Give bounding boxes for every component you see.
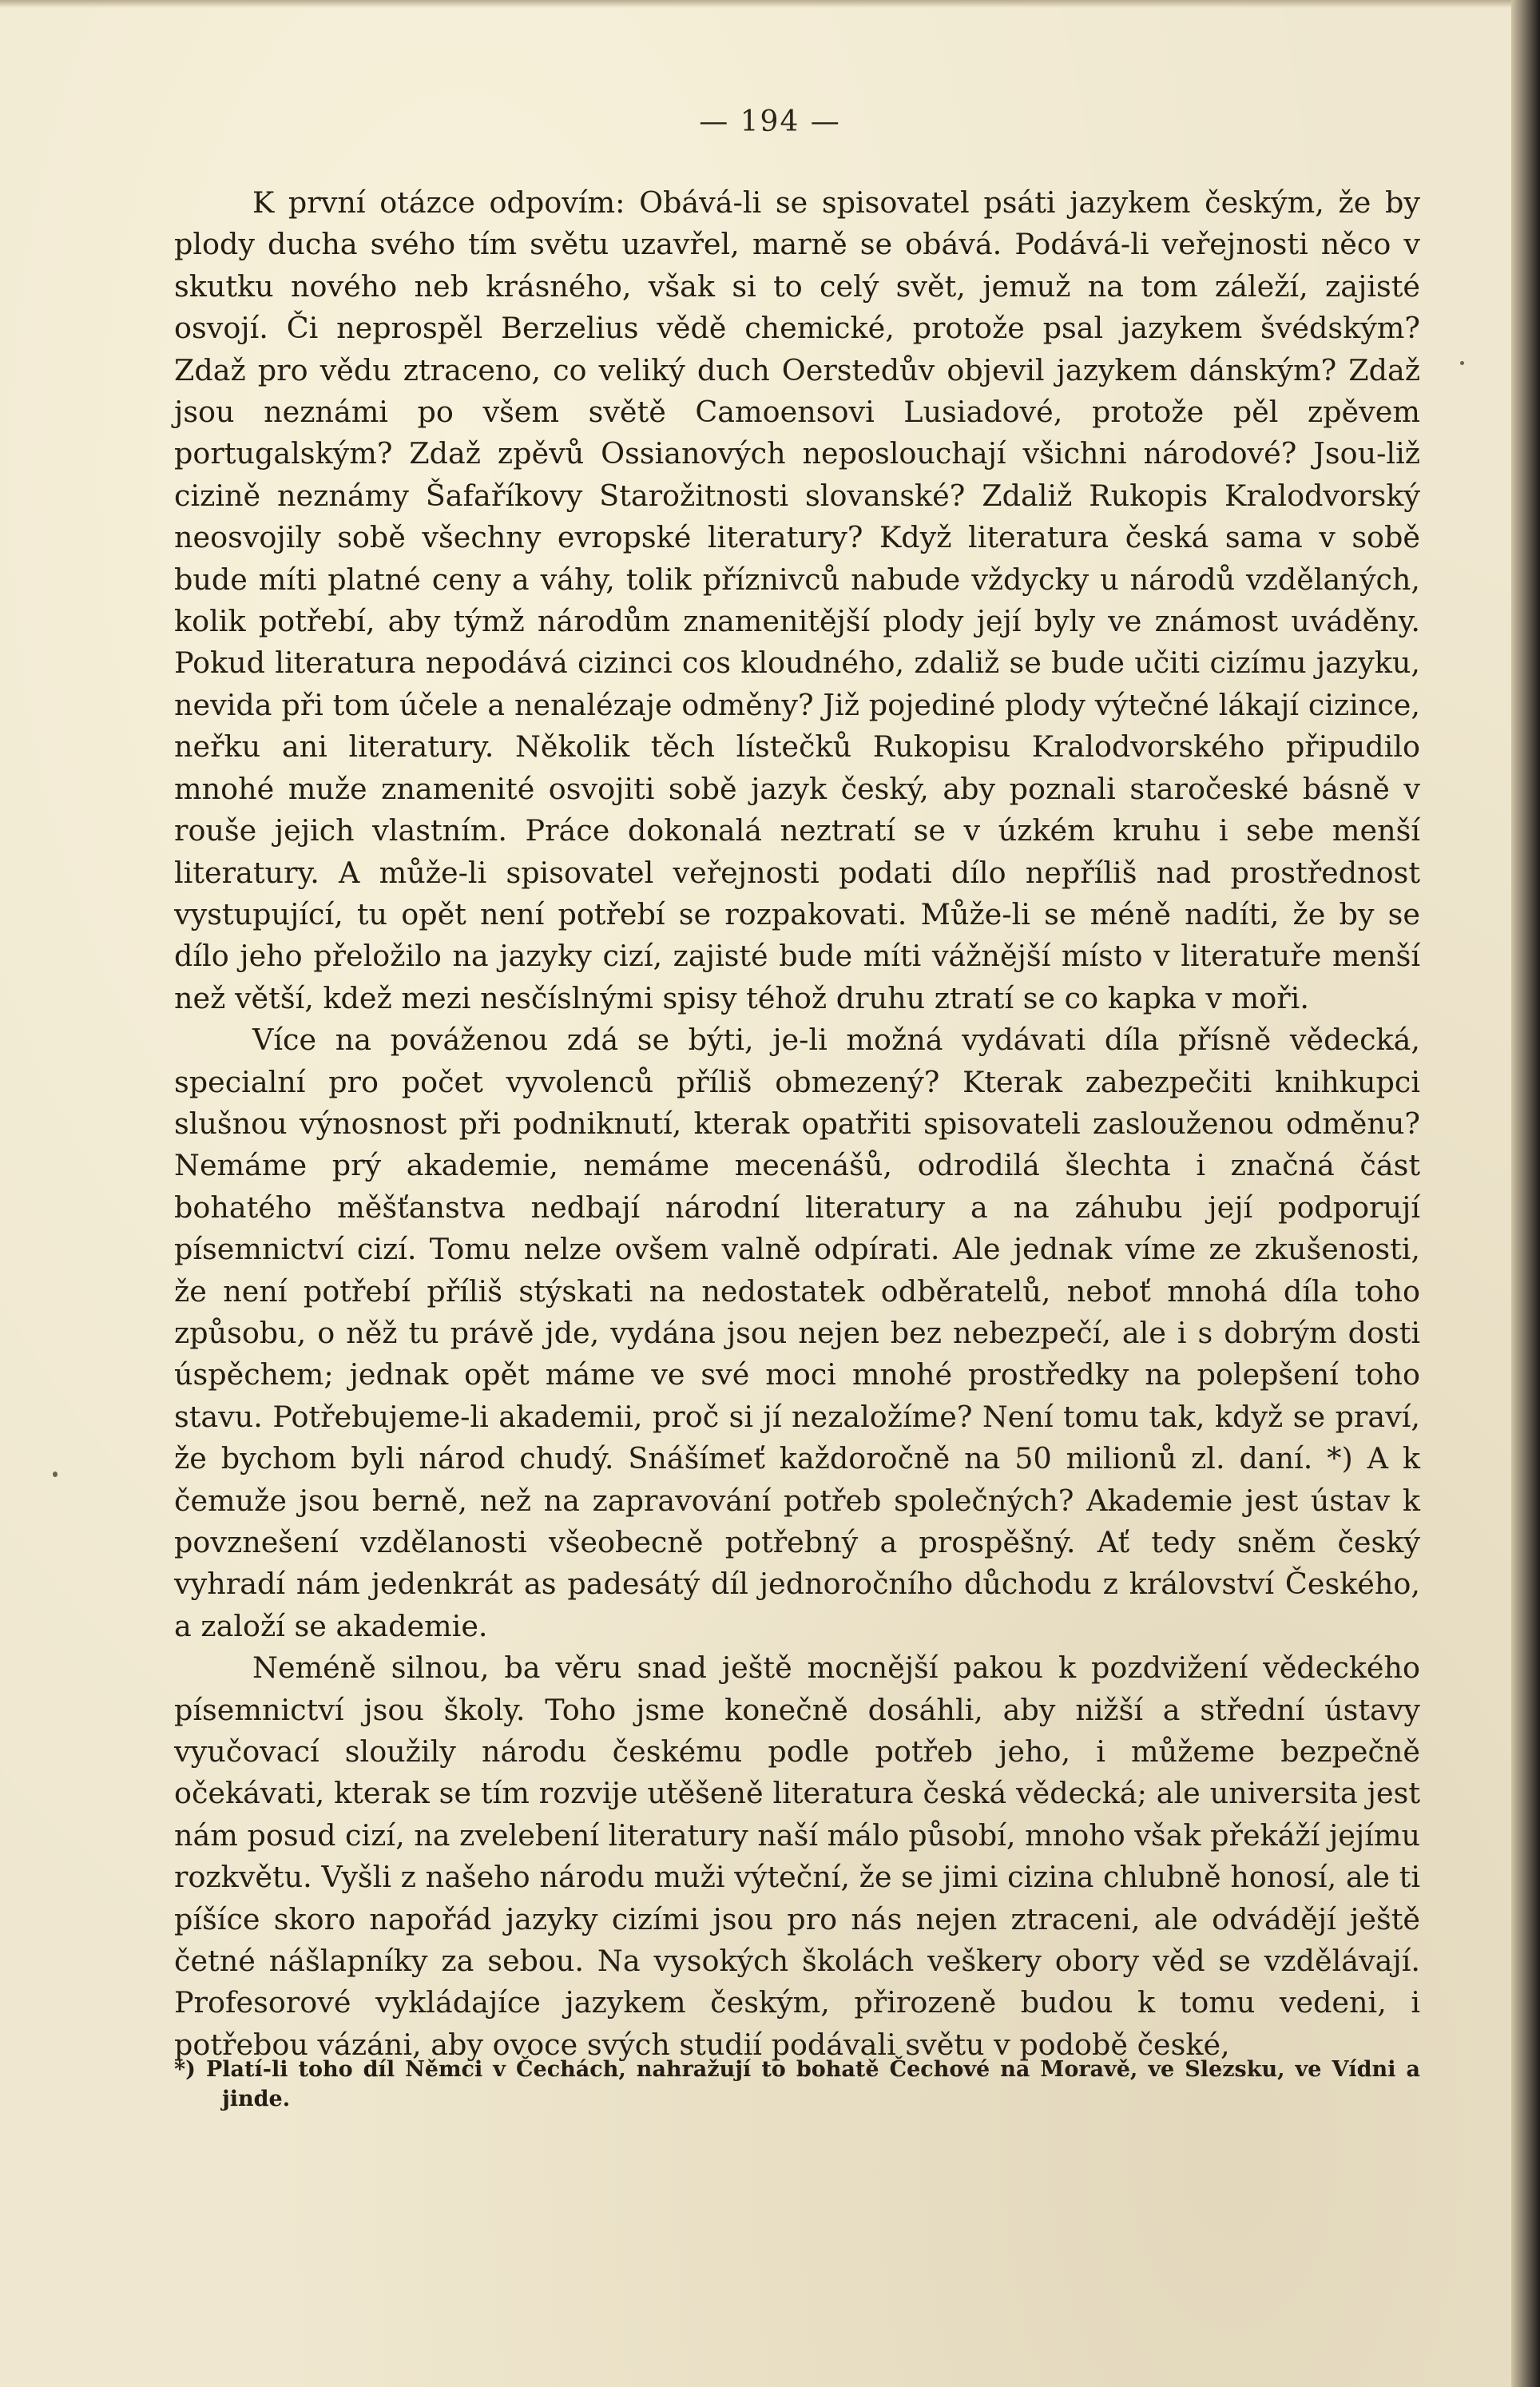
footnote: *) Platí-li toho díl Němci v Čechách, nahražují to bohatě Čechové na Moravě, ve Slezsku, ve Vídni a jinde.: [174, 2057, 1420, 2111]
body-text: [174, 182, 1420, 2066]
paragraph-1: K první otázce odpovím: Obává-li se spisovatel psáti jazykem českým, že by plody ducha svého tím světu uzavřel, marně se obává. Podává-li veřejnosti něco v skutku nového neb krásného, však si to celý svět, jemuž na tom záleží, zajisté osvojí. Či neprospěl Berzelius vědě chemické, protože psal jazykem švédským? Zdaž pro vědu ztraceno, co veliký duch Oerstedův objevil jazykem dánským? Zdaž jsou neznámi po všem světě Camoensovi Lusiadové, protože pěl zpěvem portugalským? Zdaž zpěvů Ossianových neposlouchají všichni národové? Jsou-liž cizině neznámy Šafaříkovy Starožitnosti slovanské? Zdaliž Rukopis Kralodvorský neosvojily sobě všechny evropské literatury? Když literatura česká sama v sobě bude míti platné ceny a váhy, tolik příznivců nabude vždycky u národů vzdělaných, kolik potřebí, aby týmž národům znamenitější plody její byly ve známost uváděny. Pokud literatura nepodává cizinci cos kloudného, zdaliž se bude učiti cizímu jazyku, nevida při tom účele a nenalézaje odměny? Již pojediné plody výtečné lákají cizince, neřku ani literatury. Několik těch lístečků Rukopisu Kralodvorského připudilo mnohé muže znamenité osvojiti sobě jazyk český, aby poznali staročeské básně v rouše jejich vlastním. Práce dokonalá neztratí se v úzkém kruhu i sebe menší literatury. A může-li spisovatel veřejnosti podati dílo nepříliš nad prostřednost vystupující, tu opět není potřebí se rozpakovati. Může-li se méně nadíti, že by se dílo jeho přeložilo na jazyky cizí, zajisté bude míti vážnější místo v literatuře menší než větší, kdež mezi nesčíslnými spisy téhož druhu ztratí se co kapka v moři.: [174, 185, 1420, 1015]
page-top-edge: [0, 0, 1540, 8]
paragraph-2: Více na pováženou zdá se býti, je-li možná vydávati díla přísně vědecká, specialní pro počet vyvolenců příliš obmezený? Kterak zabezpečiti knihkupci slušnou výnosnost při podniknutí, kterak opatřiti spisovateli zaslouženou odměnu? Nemáme prý akademie, nemáme mecenášů, odrodilá šlechta i značná část bohatého měšťanstva nedbají národní literatury a na záhubu její podporují písemnictví cizí. Tomu nelze ovšem valně odpírati. Ale jednak víme ze zkušenosti, že není potřebí příliš stýskati na nedostatek odběratelů, neboť mnohá díla toho způsobu, o něž tu právě jde, vydána jsou nejen bez nebezpečí, ale i s dobrým dosti úspěchem; jednak opět máme ve své moci mnohé prostředky na polepšení toho stavu. Potřebujeme-li akademii, proč si jí nezaložíme? Není tomu tak, když se praví, že bychom byli národ chudý. Snášímeť každoročně na 50 milionů zl. daní. *) A k čemuže jsou berně, než na zapravování potřeb společných? Akademie jest ústav k povznešení vzdělanosti všeobecně potřebný a prospěšný. Ať tedy sněm český vyhradí nám jedenkrát as padesátý díl jednoročního důchodu z království Českého, a založí se akademie.: [174, 1023, 1420, 1643]
print-speck: [53, 1472, 58, 1477]
print-speck: [1460, 361, 1464, 365]
book-binding-edge: [1511, 0, 1540, 2387]
paragraph-3: Neméně silnou, ba věru snad ještě mocnější pakou k pozdvižení vědeckého písemnictví jsou školy. Toho jsme konečně dosáhli, aby nižší a střední ústavy vyučovací sloužily národu českému podle potřeb jeho, i můžeme bezpečně očekávati, kterak se tím rozvije utěšeně literatura česká vědecká; ale universita jest nám posud cizí, na zvelebení literatury naší málo působí, mnoho však překáží jejímu rozkvětu. Vyšli z našeho národu muži výteční, že se jimi cizina chlubně honosí, ale ti píšíce skoro napořád jazyky cizími jsou pro nás nejen ztraceni, ale odvádějí ještě četné nášlapníky za sebou. Na vysokých školách veškery obory věd se vzdělávají. Profesorové vykládajíce jazykem českým, přirozeně budou k tomu vedeni, i potřebou vázáni, aby ovoce svých studií podávali světu v podobě české,: [174, 1650, 1420, 2062]
page-number: — 194 —: [699, 105, 841, 138]
